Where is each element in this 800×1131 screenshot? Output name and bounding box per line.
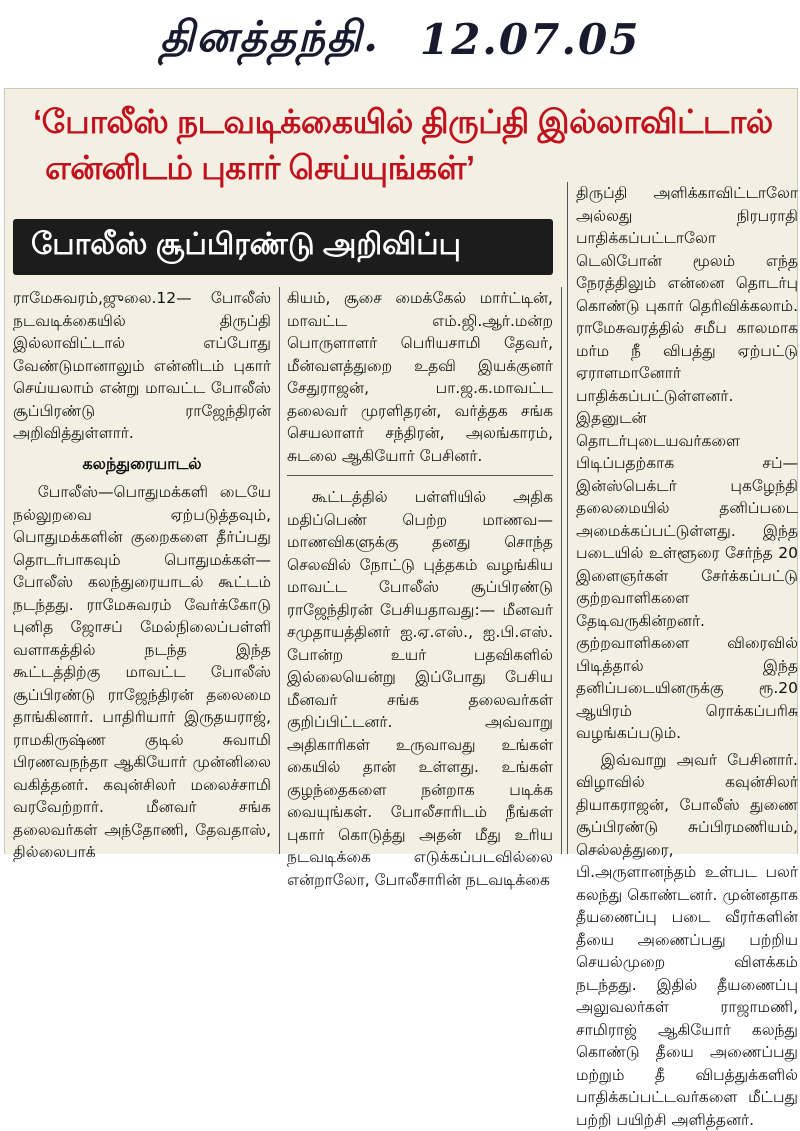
newspaper-masthead [160, 8, 600, 70]
paragraph: திருப்தி அளிக்காவிட்டாலோ அல்லது நிரபராதி பாதிக்கப்பட்டாலோ டெலிபோன் மூலம் எந்த நேரத்திலும் என்னை தொடர்பு கொண்டு புகார் தெரிவிக்கலாம். ராமேசுவரத்தில் சமீப காலமாக மர்ம நீ விபத்து ஏற்பட்டு ஏராளமானோர் பாதிக்கப்பட்டுள்ளனர். இதனுடன் தொடர்புடையவர்களை பிடிப்பதற்காக சப்—இன்ஸ்பெக்டர் புகழேந்தி தலைமையில் தனிப்படை அமைக்கப்பட்டுள்ளது. இந்த படையில் உள்ளூரை சேர்ந்த 20 இளைஞர்கள் சேர்க்கப்பட்டு குற்றவாளிகளை தேடிவருகின்றனர். குற்றவாளிகளை விரைவில் பிடித்தால் இந்த தனிப்படையினருக்கு ரூ.20 ஆயிரம் ரொக்கப்பரிசு வழங்கப்படும். [576, 182, 798, 745]
headline-line-2: என்னிடம் புகார் செய்யுங்கள்’ [33, 145, 783, 191]
paragraph: இவ்வாறு அவர் பேசினார். விழாவில் கவுன்சிலர் தியாகராஜன், போலீஸ் துணை சூப்பிரண்டு சுப்பிரமணியம், செல்லத்துரை, பி.அருளானந்தம் உள்பட பலர் கலந்து கொண்டனர். முன்னதாக தீயணைப்பு படை வீரர்களின் தீயை அணைப்பது பற்றிய செயல்முறை விளக்கம் நடந்தது. இதில் தீயணைப்பு அலுவலர்கள் ராஜாமணி, சாமிராஜ் ஆகியோர் கலந்து கொண்டு தீயை அணைப்பது மற்றும் தீ விபத்துக்களில் பாதிக்கப்பட்டவர்களை மீட்பது பற்றி பயிற்சி அளித்தனர். [576, 749, 798, 1131]
paragraph: ராமேசுவரம்,ஜுலை.12— போலீஸ் நடவடிக்கையில் திருப்தி இல்லாவிட்டால் எப்போது வேண்டுமானாலும் என்னிடம் புகார் செய்யலாம் என்று மாவட்ட போலீஸ் சூப்பிரண்டு ராஜேந்திரன் அறிவித்துள்ளார். [13, 287, 271, 445]
crosshead: கலந்துரையாடல் [13, 453, 271, 476]
headline-line-1: ‘போலீஸ் நடவடிக்கையில் திருப்தி இல்லாவிட்டால் [33, 99, 783, 145]
paragraph: கியம், சூசை மைக்கேல் மார்ட்டின், மாவட்ட எம்.ஜி.ஆர்.மன்ற பொருளாளர் பெரியசாமி தேவர், மீன்வளத்துறை உதவி இயக்குனர் சேதுராஜன், பா.ஜ.க.மாவட்ட தலைவர் முரளிதரன், வர்த்தக சங்க செயலாளர் சந்திரன், அலங்காரம், சுடலை ஆகியோர் பேசினர். [287, 287, 553, 476]
publication-date: 12.07.05 [420, 15, 641, 64]
news-clipping [4, 88, 798, 854]
paragraph: போலீஸ்—பொதுமக்களி டையே நல்லுறவை ஏற்படுத்தவும், பொதுமக்களின் குறைகளை தீர்ப்பது தொடர்பாகவும் பொதுமக்கள்—போலீஸ் கலந்துரையாடல் கூட்டம் நடந்தது. ராமேசுவரம் வேர்க்கோடு புனித ஜோசப் மேல்நிலைப்பள்ளி வளாகத்தில் நடந்த இந்த கூட்டத்திற்கு மாவட்ட போலீஸ் சூப்பிரண்டு ராஜேந்திரன் தலைமை தாங்கினார். பாதிரியார் இருதயராஜ், ராமகிருஷ்ண குடில் சுவாமி பிரணவநந்தா ஆகியோர் முன்னிலை வகித்தனர். கவுன்சிலர் மலைச்சாமி வரவேற்றார். மீனவர் சங்க தலைவர்கள் அந்தோணி, தேவதாஸ், தில்லைபாக் [13, 481, 271, 864]
article-column-3 [567, 182, 798, 854]
article-column-2 [287, 287, 562, 854]
article-column-1 [13, 287, 280, 854]
subheadline-banner: போலீஸ் சூப்பிரண்டு அறிவிப்பு [13, 219, 553, 275]
headline [33, 99, 783, 191]
newspaper-name: தினத்தந்தி. [160, 12, 380, 67]
paragraph: கூட்டத்தில் பள்ளியில் அதிக மதிப்பெண் பெற்ற மாணவ— மாணவிகளுக்கு தனது சொந்த செலவில் நோட்டு புத்தகம் வழங்கிய மாவட்ட போலீஸ் சூப்பிரண்டு ராஜேந்திரன் பேசியதாவது:— மீனவர் சமுதாயத்தினர் ஐ.ஏ.எஸ்., ஐ.பி.எஸ். போன்ற உயர் பதவிகளில் இல்லையென்று இப்போது பேசிய மீனவர் சங்க தலைவர்கள் குறிப்பிட்டனர். அவ்வாறு அதிகாரிகள் உருவாவது உங்கள் கையில் தான் உள்ளது. உங்கள் குழந்தைகளை நன்றாக படிக்க வையுங்கள். போலீசாரிடம் நீங்கள் புகார் கொடுத்து அதன் மீது உரிய நடவடிக்கை எடுக்கப்படவில்லை என்றாலோ, போலீசாரின் நடவடிக்கை [287, 486, 553, 891]
